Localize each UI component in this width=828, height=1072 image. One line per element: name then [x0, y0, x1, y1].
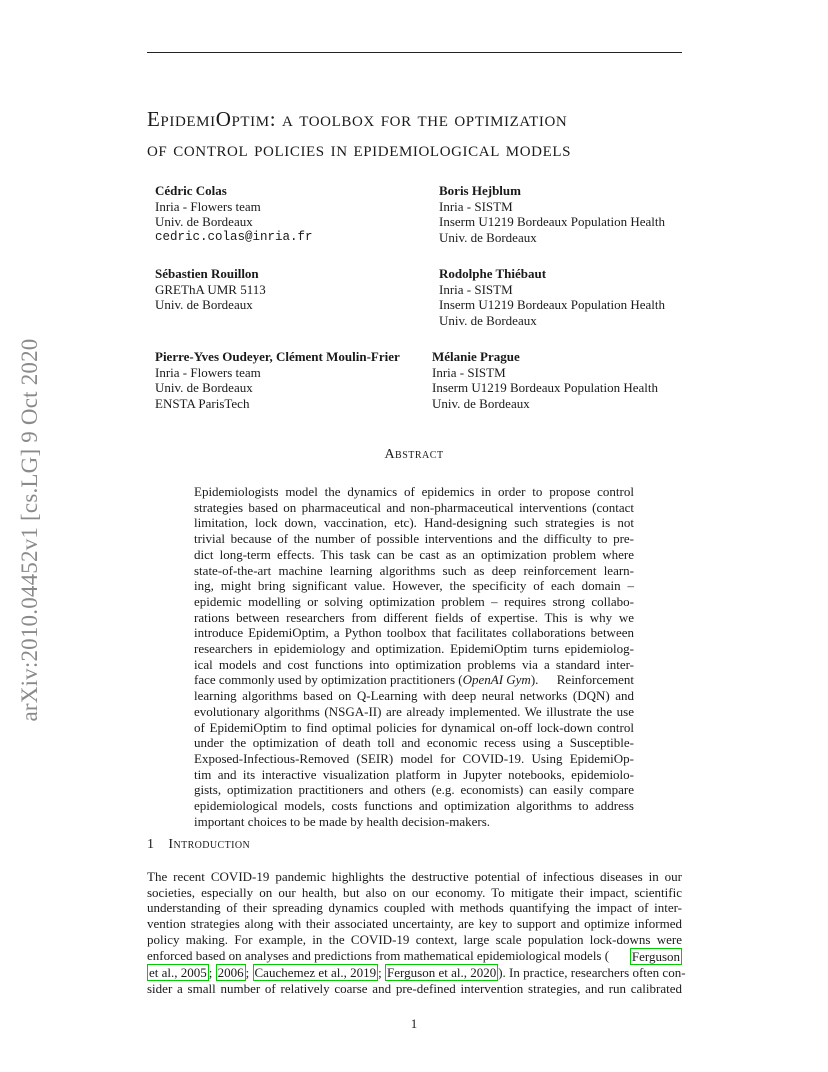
intro-body	[147, 869, 686, 997]
author-affiliation: Inria - SISTM	[439, 198, 513, 214]
abstract-line: Exposed-Infectious-Removed (SEIR) model for COVID-19. Using EpidemiOp-	[194, 750, 634, 766]
author-block	[439, 183, 665, 245]
abstract-line: evolutionary algorithms (NSGA-II) are already implemented. We illustrate the use	[194, 703, 634, 719]
abstract-italic: OpenAI Gym	[462, 672, 531, 688]
abstract-line: of EpidemiOptim to find optimal policies for dynamical on-off lock-down control	[194, 719, 634, 735]
author-block	[439, 266, 665, 328]
author-block	[155, 349, 400, 411]
body-line	[147, 965, 686, 981]
author-email[interactable]: cedric.colas@inria.fr	[155, 229, 313, 244]
author-affiliation: Inserm U1219 Bordeaux Population Health	[432, 380, 659, 395]
abstract-line: epidemiological models, costs functions and optimization algorithms to address	[194, 798, 634, 814]
citation-separator: ;	[378, 965, 382, 981]
citation-year: 2020	[470, 965, 497, 981]
author-block	[155, 266, 266, 313]
abstract-line: researchers in epidemiology and optimization. EpidemiOptim turns epidemiolog-	[194, 641, 634, 657]
author-name: Cédric Colas	[155, 183, 227, 198]
citation-link[interactable]: Ferguson	[631, 948, 680, 964]
section-title: Introduction	[168, 837, 251, 852]
abstract-line: introduce EpidemiOptim, a Python toolbox that facilitates collaborations between	[194, 625, 634, 641]
abstract-line: state-of-the-art machine learning algorithms such as deep reinforcement learn-	[194, 562, 634, 578]
title-line-1: EpidemiOptim: a toolbox for the optimization	[147, 107, 568, 131]
author-affiliation: Univ. de Bordeaux	[432, 395, 530, 411]
author-affiliation: Univ. de Bordeaux	[155, 297, 253, 312]
author-affiliation: Univ. de Bordeaux	[155, 214, 253, 229]
citation-text: Cauchemez et al.	[254, 965, 344, 981]
author-affiliation: Univ. de Bordeaux	[439, 312, 537, 328]
author-affiliation: Inserm U1219 Bordeaux Population Health	[439, 297, 666, 312]
abstract-line: ical models and cost functions into optimization problems via a standard inter-	[194, 656, 634, 672]
abstract-line: strategies based on pharmaceutical and non-pharmaceutical interventions (contact	[194, 499, 634, 515]
citation-link[interactable]: Cauchemez et al., 2019	[254, 965, 377, 981]
body-line: The recent COVID-19 pandemic highlights the destructive potential of infectious diseases in our	[147, 869, 682, 884]
title-line-2: of control policies in epidemiological models	[147, 137, 572, 161]
citation-link[interactable]: 2006	[217, 965, 244, 981]
author-block	[155, 183, 313, 245]
citation-text: Ferguson et al.	[387, 965, 464, 981]
author-affiliation: Inria - Flowers team	[155, 198, 261, 214]
paper-title	[147, 104, 687, 164]
abstract-heading: Abstract	[384, 447, 444, 462]
body-line: understanding of their spreading dynamics coupled with methods quantifying the impact of inter-	[147, 900, 682, 916]
author-affiliation: Univ. de Bordeaux	[439, 229, 537, 245]
author-affiliation: ENSTA ParisTech	[155, 395, 250, 411]
author-name: Pierre-Yves Oudeyer, Clément Moulin-Frier	[155, 349, 400, 364]
citation-link[interactable]: Ferguson et al., 2020	[387, 965, 497, 981]
body-line: policy making. For example, in the COVID-19 context, large scale population lock-downs were	[147, 931, 682, 947]
abstract-line: important choices to be made by health decision-makers.	[194, 813, 491, 829]
abstract-text: Reinforcement	[556, 672, 634, 688]
abstract-line: Epidemiologists model the dynamics of epidemics in order to propose control	[194, 484, 634, 499]
top-rule	[147, 52, 682, 53]
citation-year: 2019	[350, 965, 377, 981]
page-number: 1	[410, 1016, 418, 1031]
body-text: enforced based on analyses and predictions from mathematical epidemiological models (	[147, 947, 610, 963]
abstract-line: tim and its interactive visualization platform in Jupyter notebooks, epidemiolo-	[194, 766, 634, 782]
citation-year: 2005	[180, 965, 207, 981]
abstract-line: ing, might bring significant value. However, the specificity of each domain –	[194, 578, 634, 594]
author-name: Boris Hejblum	[439, 183, 521, 198]
author-affiliation: Inria - Flowers team	[155, 364, 261, 380]
section-heading	[147, 837, 250, 853]
abstract-line: gists, optimization practitioners and others (e.g. economists) can easily compare	[194, 782, 634, 798]
arxiv-sidebar	[10, 290, 50, 770]
arxiv-id: arXiv:2010.04452v1 [cs.LG] 9 Oct 2020	[17, 338, 42, 722]
abstract-line: epidemic modelling or solving optimization problem – requires strong collabo-	[194, 593, 634, 609]
citation-separator: ;	[208, 965, 213, 981]
body-line	[147, 948, 682, 966]
author-block	[432, 349, 658, 411]
author-affiliation: Univ. de Bordeaux	[155, 380, 253, 395]
author-affiliation: Inserm U1219 Bordeaux Population Health	[439, 214, 666, 229]
citation-separator: ;	[245, 965, 250, 981]
author-affiliation: Inria - SISTM	[439, 281, 513, 297]
abstract-line: rations between researchers from different fields of expertise. This is why we	[194, 609, 634, 625]
body-line: sider a small number of relatively coarse and pre-defined intervention strategies, and run calibrated	[147, 980, 682, 996]
author-name: Sébastien Rouillon	[155, 266, 259, 281]
author-affiliation: GREThA UMR 5113	[155, 281, 266, 297]
abstract-body	[194, 484, 634, 829]
author-name: Mélanie Prague	[432, 349, 520, 364]
body-line: societies, especially on our health, but also on our economy. To mitigate their impact, scientific	[147, 884, 682, 900]
citation-link[interactable]: et al., 2005	[149, 965, 207, 981]
abstract-line: limitation, lock down, vaccination, etc). Hand-designing such strategies is not	[194, 515, 634, 531]
body-line: vention strategies along with their associated uncertainty, are key to support and optimize informed	[147, 916, 682, 932]
author-name: Rodolphe Thiébaut	[439, 266, 547, 281]
abstract-text: face commonly used by optimization practitioners (	[194, 672, 463, 688]
body-text: ). In practice, researchers often con-	[498, 965, 686, 981]
abstract-line	[194, 672, 634, 688]
author-affiliation: Inria - SISTM	[432, 364, 506, 380]
abstract-line: trivial because of the number of possible interventions and the difficulty to pre-	[194, 531, 634, 547]
abstract-line: learning algorithms based on Q-Learning with deep neural networks (DQN) and	[194, 688, 634, 704]
abstract-text: ).	[530, 672, 539, 688]
citation-text: et al.	[149, 965, 175, 981]
section-number: 1	[147, 837, 155, 852]
abstract-line: under the optimization of death toll and economic recess using a Susceptible-	[194, 735, 634, 751]
abstract-line: dict long-term effects. This task can be cast as an optimization problem where	[194, 546, 634, 562]
